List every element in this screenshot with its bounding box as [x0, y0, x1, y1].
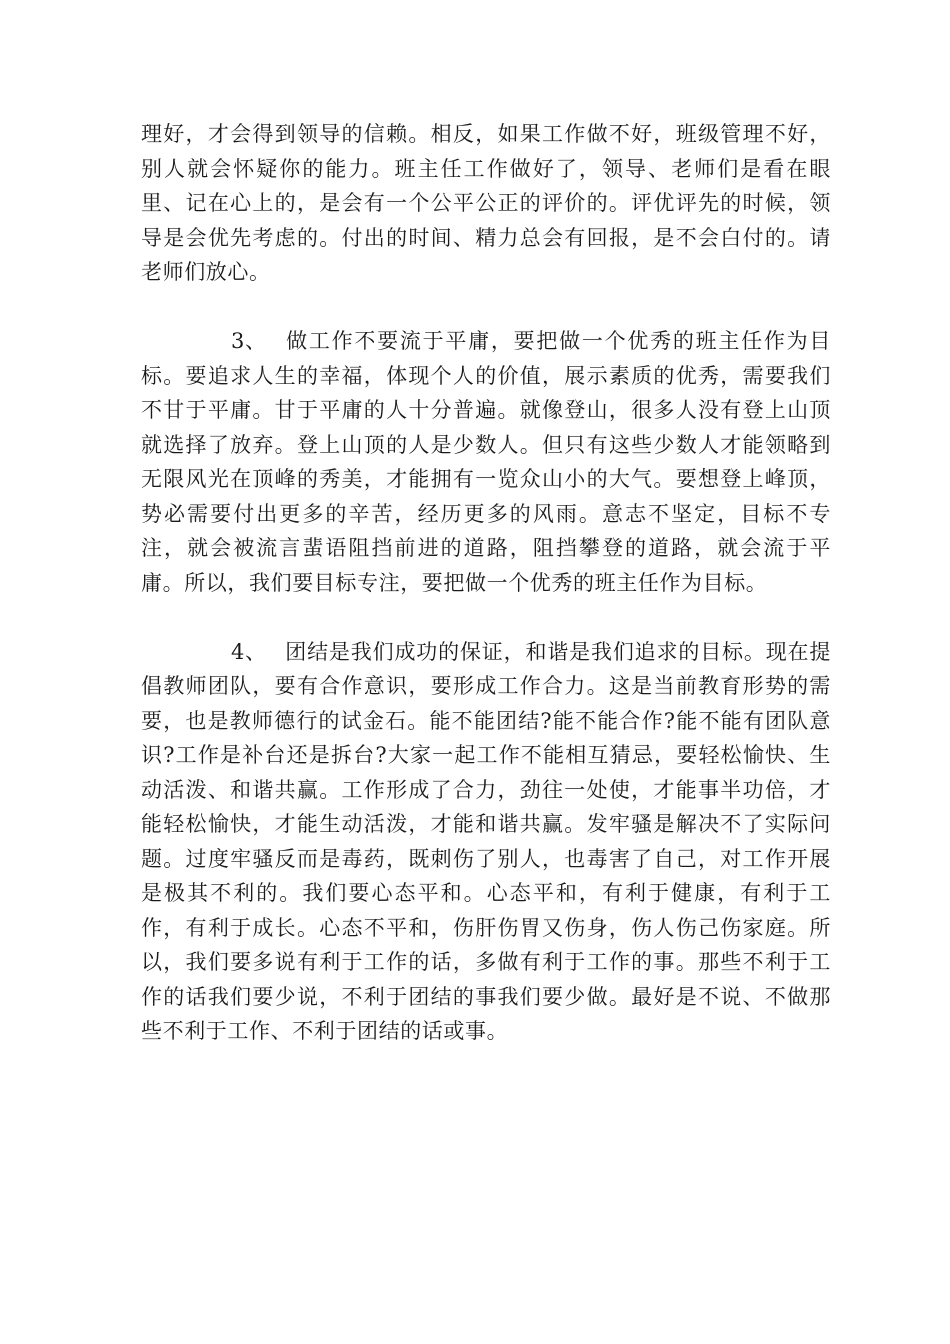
- document-body: [141, 117, 831, 1083]
- paragraph-continued: [141, 117, 831, 290]
- paragraph-text: 团结是我们成功的保证，和谐是我们追求的目标。现在提倡教师团队，要有合作意识，要形成工作合力。这是当前教育形势的需要，也是教师德行的试金石。能不能团结?能不能合作?能不能有团队意识?工作是补台还是拆台?大家一起工作不能相互猜忌，要轻松愉快、生动活泼、和谐共赢。工作形成了合力，劲往一处使，才能事半功倍，才能轻松愉快，才能生动活泼，才能和谐共赢。发牢骚是解决不了实际问题。过度牢骚反而是毒药，既刺伤了别人，也毒害了自己，对工作开展是极其不利的。我们要心态平和。心态平和，有利于健康，有利于工作，有利于成长。心态不平和，伤肝伤胃又伤身，伤人伤己伤家庭。所以，我们要多说有利于工作的话，多做有利于工作的事。那些不利于工作的话我们要少说，不利于团结的事我们要少做。最好是不说、不做那些不利于工作、不利于团结的话或事。: [141, 639, 831, 1043]
- paragraph-text: 做工作不要流于平庸，要把做一个优秀的班主任作为目标。要追求人生的幸福，体现个人的价值，展示素质的优秀，需要我们不甘于平庸。甘于平庸的人十分普遍。就像登山，很多人没有登上山顶就选择了放弃。登上山顶的人是少数人。但只有这些少数人才能领略到无限风光在顶峰的秀美，才能拥有一览众山小的大气。要想登上峰顶，势必需要付出更多的辛苦，经历更多的风雨。意志不坚定，目标不专注，就会被流言蜚语阻挡前进的道路，阻挡攀登的道路，就会流于平庸。所以，我们要目标专注，要把做一个优秀的班主任作为目标。: [141, 329, 831, 595]
- paragraph-text: 理好，才会得到领导的信赖。相反，如果工作做不好，班级管理不好，别人就会怀疑你的能力。班主任工作做好了，领导、老师们是看在眼里、记在心上的，是会有一个公平公正的评价的。评优评先的时候，领导是会优先考虑的。付出的时间、精力总会有回报，是不会白付的。请老师们放心。: [141, 122, 831, 284]
- paragraph-item-3: [141, 324, 831, 600]
- paragraph-number: 4、: [231, 639, 267, 664]
- paragraph-item-4: [141, 635, 831, 1049]
- paragraph-number: 3、: [231, 329, 267, 353]
